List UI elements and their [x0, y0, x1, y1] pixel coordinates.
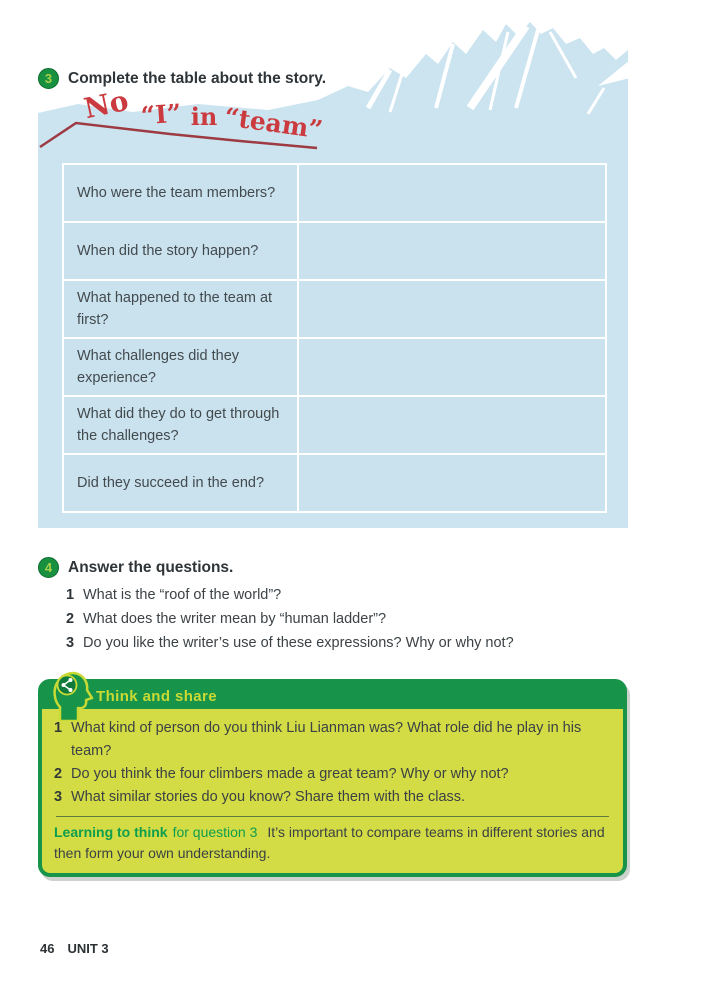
answer-cell[interactable]: [299, 455, 605, 511]
think-item: [54, 717, 611, 763]
activity4-instruction: Answer the questions.: [68, 558, 234, 576]
answer-cell[interactable]: [299, 165, 605, 221]
question-cell: Who were the team members?: [64, 165, 297, 221]
divider: [56, 816, 609, 817]
question-number: 3: [66, 635, 75, 651]
activity3-number: 3: [44, 71, 53, 86]
question-text: What is the “roof of the world”?: [83, 587, 282, 603]
question-cell: When did the story happen?: [64, 223, 297, 279]
learning-to-think-label: Learning to think: [54, 824, 168, 840]
story-title-part: “I”: [140, 98, 183, 131]
think-item-number: 3: [54, 789, 63, 805]
think-item: [54, 763, 611, 786]
think-item: [54, 786, 611, 809]
think-and-share-title: Think and share: [96, 687, 218, 705]
question-cell: What happened to the team at first?: [64, 281, 297, 337]
question-item: [66, 631, 626, 655]
answer-cell[interactable]: [299, 281, 605, 337]
think-share-head-icon: [50, 669, 94, 721]
page-footer: [40, 941, 109, 956]
question-item: [66, 583, 626, 607]
think-item-number: 1: [54, 720, 63, 736]
think-and-share-header: [42, 683, 623, 709]
question-number: 2: [66, 611, 75, 627]
think-and-share-body: [42, 709, 623, 873]
question-cell: Did they succeed in the end?: [64, 455, 297, 511]
question-text: Do you like the writer’s use of these expressions? Why or why not?: [83, 635, 514, 651]
story-title-part: in: [190, 102, 218, 131]
question-cell: What challenges did they experience?: [64, 339, 297, 395]
activity3-header: [38, 68, 326, 89]
story-title: [81, 83, 326, 145]
question-number: 1: [66, 587, 75, 603]
activity3-instruction: Complete the table about the story.: [68, 69, 327, 87]
question-cell: What did they do to get through the challenges?: [64, 397, 297, 453]
learning-to-think-note: It’s important to compare teams in different stories and then form your own understanding.: [54, 824, 605, 861]
answer-cell[interactable]: [299, 223, 605, 279]
think-item-text: What kind of person do you think Liu Lianman was? What role did he play in his team?: [71, 720, 582, 759]
question-item: [66, 607, 626, 631]
page-number: 46: [40, 941, 55, 956]
question-text: What does the writer mean by “human ladder”?: [83, 611, 387, 627]
think-item-number: 2: [54, 766, 63, 782]
activity3-number-badge: [38, 68, 59, 89]
activity4-question-list: [66, 583, 626, 655]
unit-label: UNIT 3: [67, 941, 109, 956]
learning-to-think-scope: for question 3: [172, 824, 258, 840]
story-title-part: “team”: [222, 102, 325, 145]
learning-to-think: [54, 822, 611, 864]
think-item-text: What similar stories do you know? Share them with the class.: [71, 789, 466, 805]
think-and-share-box: [38, 679, 627, 877]
activity4-number: 4: [44, 560, 53, 575]
answer-cell[interactable]: [299, 339, 605, 395]
story-table: [62, 163, 607, 513]
answer-cell[interactable]: [299, 397, 605, 453]
story-title-part: No: [81, 83, 132, 126]
activity4-number-badge: [38, 557, 59, 578]
activity4-header: [38, 557, 233, 578]
share-icon: [58, 676, 77, 695]
think-item-text: Do you think the four climbers made a great team? Why or why not?: [71, 766, 509, 782]
